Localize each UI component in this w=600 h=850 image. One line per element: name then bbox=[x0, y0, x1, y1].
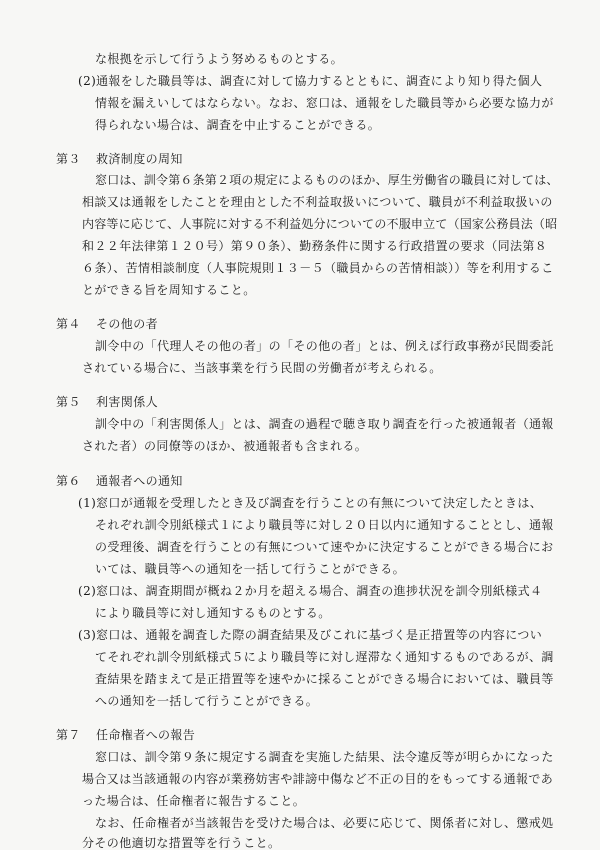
intro-item-2-line-2: 情報を漏えいしてはならない。なお、窓口は、通報をした職員等から必要な協力が bbox=[95, 96, 554, 110]
section-6-item-3 bbox=[78, 628, 542, 642]
section-4-line: 訓令中の「代理人その他の者」の「その他の者」とは、例えば行政事務が民間委託 bbox=[95, 339, 554, 353]
section-number: 第５ bbox=[56, 395, 81, 409]
section-7-heading bbox=[56, 728, 195, 742]
section-3-line: とができる旨を周知すること。 bbox=[82, 283, 256, 297]
section-6-item-3-line: 査結果を踏まえて是正措置等を速やかに採ることができる場合においては、職員等 bbox=[95, 672, 554, 686]
section-5-line: された者）の同僚等のほか、被通報者も含まれる。 bbox=[82, 439, 368, 453]
section-6-item-1 bbox=[78, 496, 542, 510]
item-text: 窓口が通報を受理したとき及び調査を行うことの有無について決定したときは、 bbox=[96, 496, 543, 510]
section-3-line: ６条）、苦情相談制度（人事院規則１３－５（職員からの苦情相談））等を利用するこ bbox=[82, 261, 554, 275]
section-3-line: 内容等に応じて、人事院に対する不利益処分についての不服申立て（国家公務員法（昭 bbox=[82, 217, 558, 231]
section-title: 任命権者への報告 bbox=[96, 728, 196, 742]
section-title: 通報者への通知 bbox=[96, 474, 183, 488]
section-3-line: 和２２年法律第１２０号）第９０条）、勤務条件に関する行政措置の要求（同法第８ bbox=[82, 239, 548, 253]
item-text: 通報をした職員等は、調査に対して協力するとともに、調査により知り得た個人 bbox=[96, 74, 543, 88]
section-title: 利害関係人 bbox=[96, 395, 159, 409]
intro-line: な根拠を示して行うよう努めるものとする。 bbox=[95, 52, 344, 66]
item-text: 窓口は、通報を調査した際の調査結果及びこれに基づく是正措置等の内容につい bbox=[96, 628, 543, 642]
section-5-line: 訓令中の「利害関係人」とは、調査の過程で聴き取り調査を行った被通報者（通報 bbox=[95, 417, 554, 431]
section-number: 第４ bbox=[56, 317, 81, 331]
section-4-line: されている場合に、当該事業を行う民間の労働者が考えられる。 bbox=[82, 361, 442, 375]
section-number: 第６ bbox=[56, 474, 81, 488]
section-6-item-3-line: への通知を一括して行うことができる。 bbox=[95, 694, 319, 708]
section-title: その他の者 bbox=[96, 317, 159, 331]
section-5-heading bbox=[56, 395, 158, 409]
section-number: 第７ bbox=[56, 728, 81, 742]
section-number: 第３ bbox=[56, 152, 81, 166]
item-marker: (3) bbox=[78, 628, 97, 642]
item-marker: (2) bbox=[78, 74, 97, 88]
section-7-line: った場合は、任命権者に報告すること。 bbox=[82, 794, 306, 808]
section-3-line: 窓口は、訓令第６条第２項の規定によるもののほか、厚生労働省の職員に対しては、 bbox=[95, 173, 559, 187]
section-7-line: 窓口は、訓令第９条に規定する調査を実施した結果、法令違反等が明らかになった bbox=[95, 750, 554, 764]
section-6-item-1-line: いては、職員等への通知を一括して行うことができる。 bbox=[95, 562, 406, 576]
section-6-heading bbox=[56, 474, 183, 488]
section-title: 救済制度の周知 bbox=[96, 152, 183, 166]
section-3-line: 相談又は通報をしたことを理由とした不利益取扱いについて、職員が不利益取扱いの bbox=[82, 195, 553, 209]
intro-item-2 bbox=[78, 74, 542, 88]
section-6-item-2 bbox=[78, 584, 542, 598]
section-7-line: 場合又は当該通報の内容が業務妨害や誹謗中傷など不正の目的をもってする通報であ bbox=[82, 772, 554, 786]
section-3-heading bbox=[56, 152, 183, 166]
section-6-item-3-line: てそれぞれ訓令別紙様式５により職員等に対し遅滞なく通知するものであるが、調 bbox=[95, 650, 554, 664]
item-marker: (1) bbox=[78, 496, 97, 510]
section-7-line: なお、任命権者が当該報告を受けた場合は、必要に応じて、関係者に対し、懲戒処 bbox=[95, 816, 554, 830]
section-6-item-1-line: の受理後、調査を行うことの有無について速やかに決定することができる場合にお bbox=[95, 540, 554, 554]
section-4-heading bbox=[56, 317, 158, 331]
section-7-line: 分その他適切な措置等を行うこと。 bbox=[82, 836, 281, 850]
section-6-item-1-line: それぞれ訓令別紙様式１により職員等に対し２０日以内に通知することとし、通報 bbox=[95, 518, 554, 532]
item-marker: (2) bbox=[78, 584, 97, 598]
section-6-item-2-line: により職員等に対し通知するものとする。 bbox=[95, 606, 331, 620]
item-text: 窓口は、調査期間が概ね２か月を超える場合、調査の進捗状況を訓令別紙様式４ bbox=[96, 584, 543, 598]
intro-item-2-line-3: 得られない場合は、調査を中止することができる。 bbox=[95, 118, 381, 132]
